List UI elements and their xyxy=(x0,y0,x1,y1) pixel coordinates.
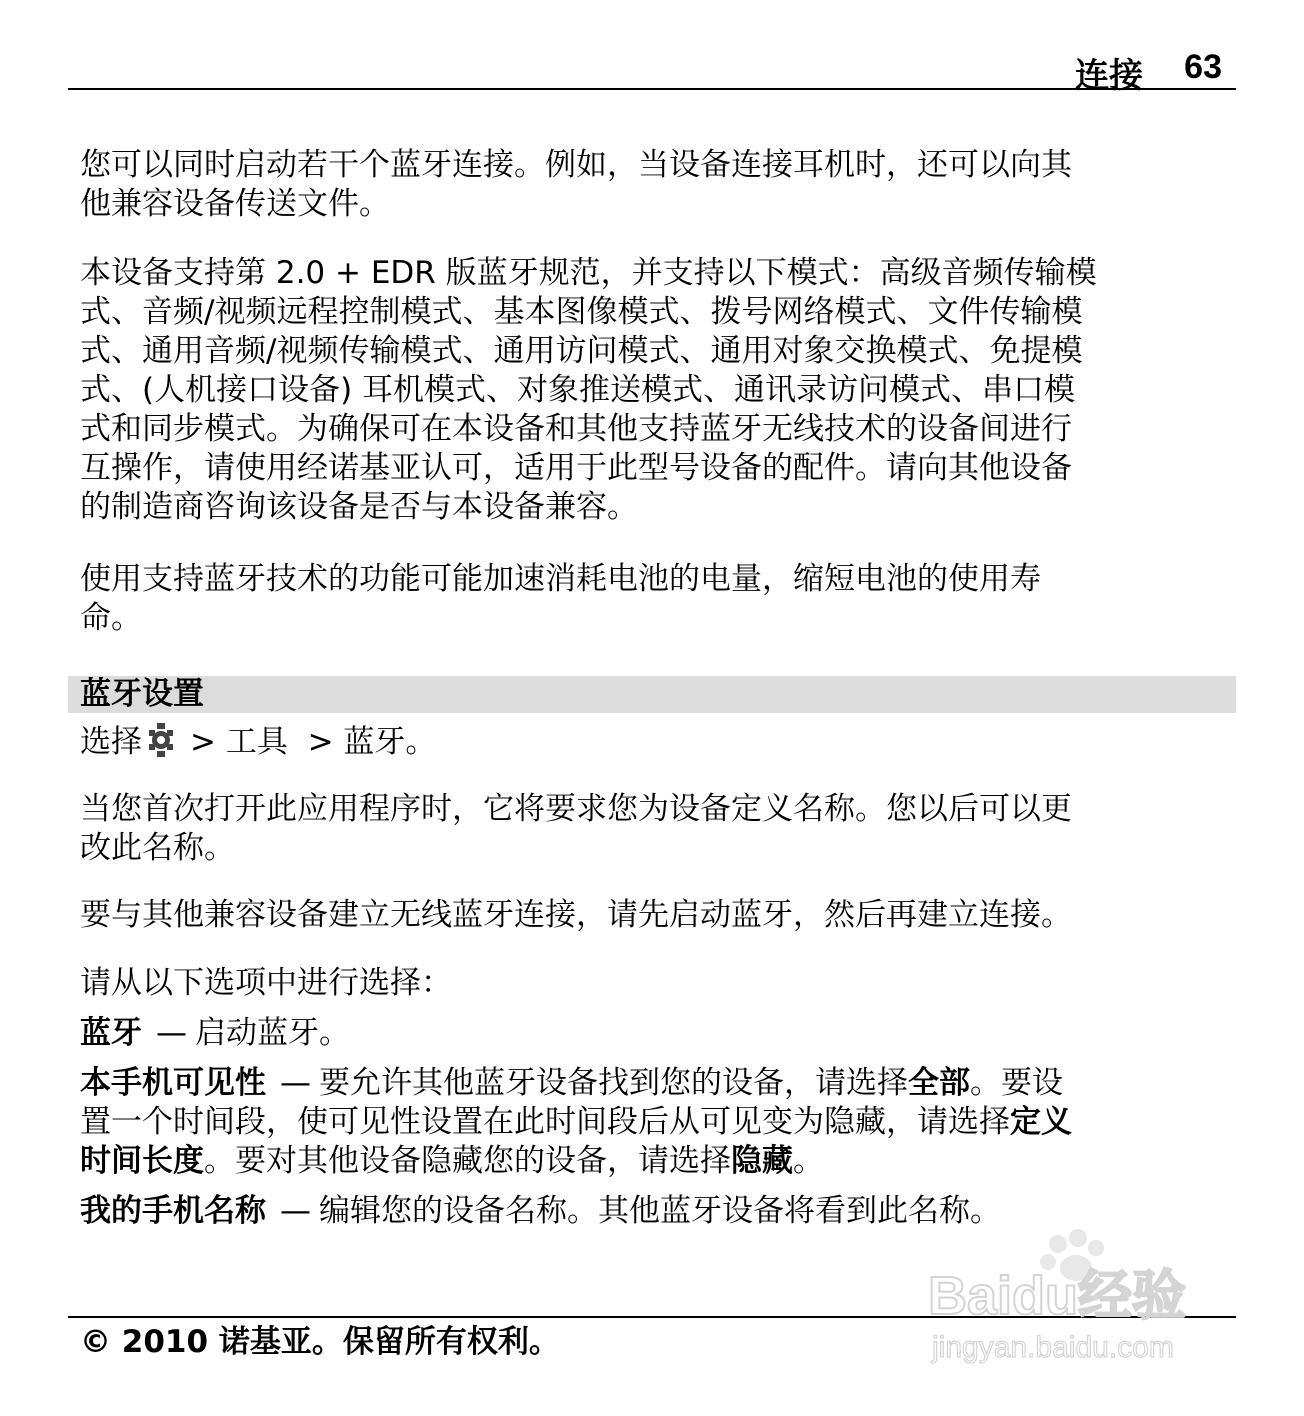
copyright-footer: © 2010 诺基亚。保留所有权利。 xyxy=(80,1324,560,1360)
option-visibility xyxy=(80,1064,1230,1181)
section-heading: 蓝牙设置 xyxy=(80,676,204,712)
option-term: 我的手机名称 xyxy=(80,1193,266,1229)
option-value-define-period: 定义 时间长度 xyxy=(80,1104,1072,1179)
watermark-brand: Baidu经验 xyxy=(928,1266,1187,1326)
option-value-all: 全部 xyxy=(908,1065,970,1101)
section-paragraph-2: 要与其他兼容设备建立无线蓝牙连接，请先启动蓝牙，然后再建立连接。 xyxy=(80,897,1072,933)
path-step-tools: > 工具 xyxy=(190,724,288,760)
intro-paragraph-3: 使用支持蓝牙技术的功能可能加速消耗电池的电量，缩短电池的使用寿 命。 xyxy=(80,561,1041,636)
path-step-bluetooth: > 蓝牙。 xyxy=(307,724,437,760)
option-desc: 。要对其他设备隐藏您的设备，请选择 xyxy=(204,1143,731,1179)
path-prefix: 选择 xyxy=(80,724,142,760)
watermark-url: jingyan.baidu.com xyxy=(932,1331,1174,1364)
option-desc: 启动蓝牙。 xyxy=(195,1015,350,1051)
option-dash: — xyxy=(156,1015,187,1051)
settings-path xyxy=(80,722,1230,762)
section-heading-bar xyxy=(68,676,1236,713)
page-header xyxy=(68,40,1236,96)
option-term: 蓝牙 xyxy=(80,1015,142,1051)
option-value-hidden: 隐藏 xyxy=(731,1143,793,1179)
option-desc: 。 xyxy=(793,1143,824,1179)
settings-gear-icon xyxy=(146,722,176,758)
intro-paragraph-1: 您可以同时启动若干个蓝牙连接。例如，当设备连接耳机时，还可以向其 他兼容设备传送文件。 xyxy=(80,147,1072,222)
baidu-watermark xyxy=(918,1222,1228,1372)
section-paragraph-1: 当您首次打开此应用程序时，它将要求您为设备定义名称。您以后可以更 改此名称。 xyxy=(80,791,1072,866)
intro-paragraph-2: 本设备支持第 2.0 + EDR 版蓝牙规范，并支持以下模式：高级音频传输模 式、音频/视频远程控制模式、基本图像模式、拨号网络模式、文件传输模 式、通用音频/视频传输模式、通用访问模式、通用对象交换模式、免提模 式、(人机接口设备) 耳机模式、对象推送模式、通讯录访问模式、串口模 式和同步模式。为确保可在本设备和其他支持蓝牙无线技术的设备间进行 互操作，请使用经诺基亚认可，适用于此型号设备的配件。请向其他设备 的制造商咨询该设备是否与本设备兼容。 xyxy=(80,255,1097,525)
option-bluetooth xyxy=(80,1014,1230,1053)
option-desc: 。要设 置一个时间段，使可见性设置在此时间段后从可见变为隐藏，请选择 xyxy=(80,1065,1063,1140)
option-term: 本手机可见性 xyxy=(80,1065,266,1101)
option-desc: 要允许其他蓝牙设备找到您的设备，请选择 xyxy=(319,1065,908,1101)
page-number: 63 xyxy=(1184,48,1222,86)
section-paragraph-3: 请从以下选项中进行选择： xyxy=(80,965,452,1001)
option-desc: 编辑您的设备名称。其他蓝牙设备将看到此名称。 xyxy=(319,1193,1001,1229)
header-section-title: 连接 xyxy=(1075,56,1143,96)
option-dash: — xyxy=(280,1193,311,1229)
option-dash: — xyxy=(280,1065,311,1101)
